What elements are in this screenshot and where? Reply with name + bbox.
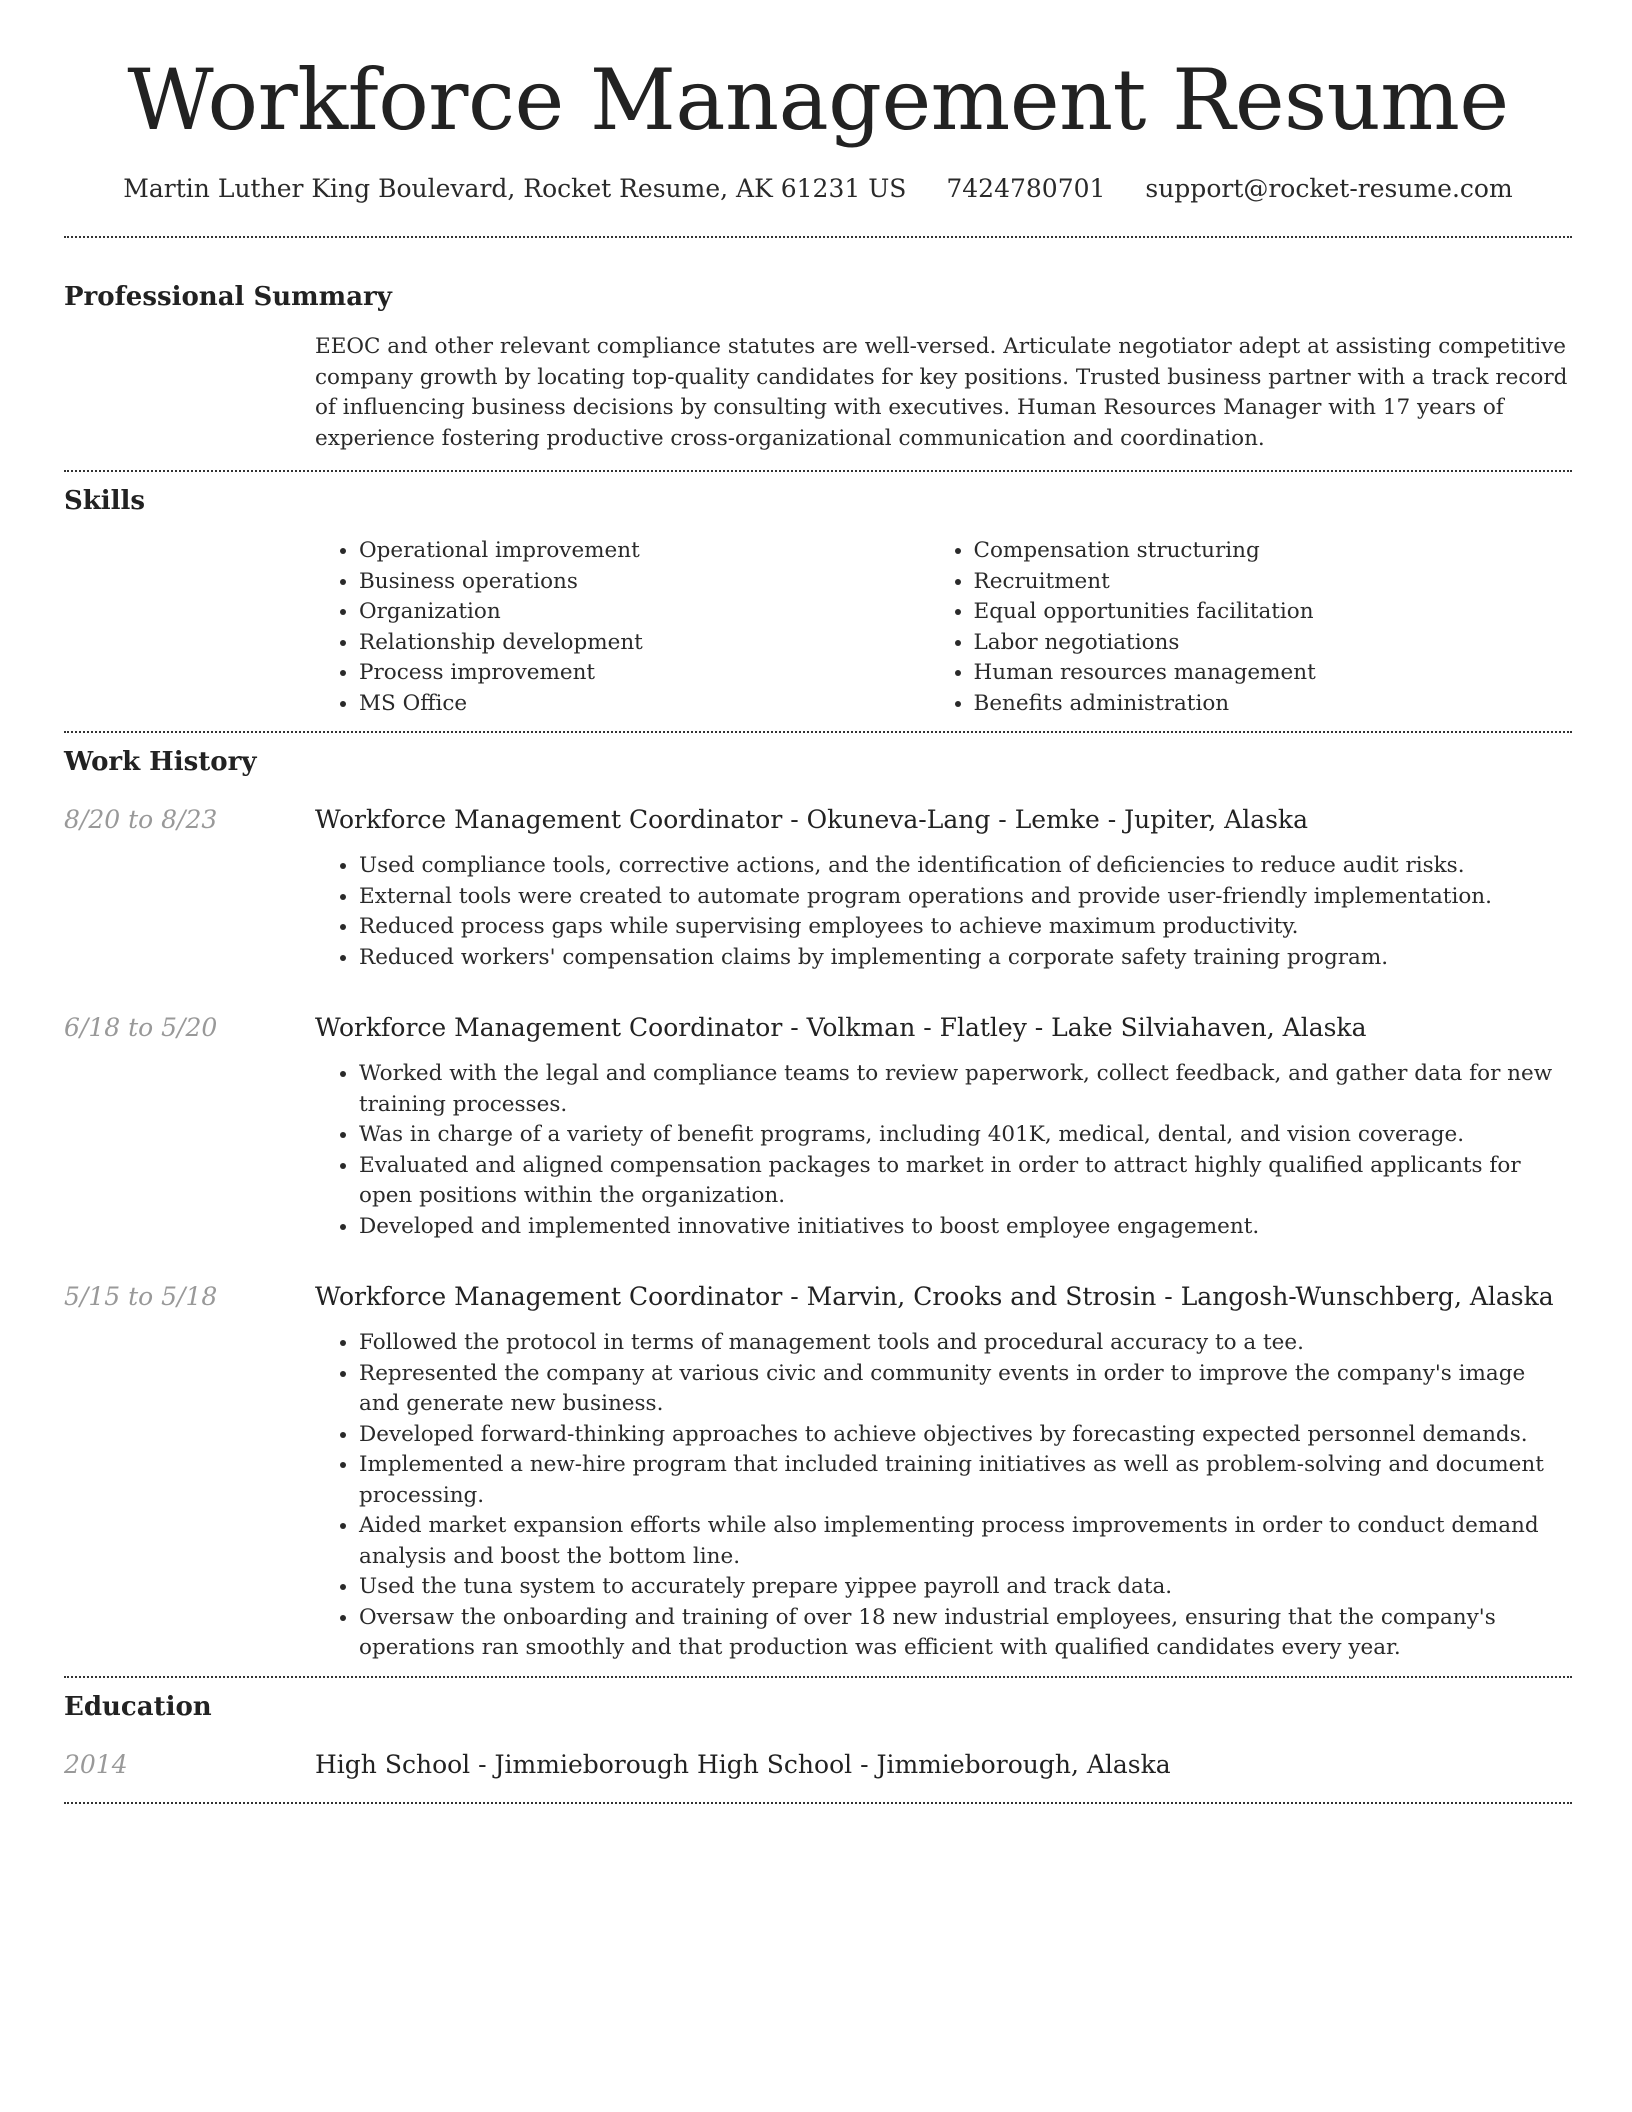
skills-list-right [930,536,1572,719]
resume-title: Workforce Management Resume [127,51,1509,149]
job-bullet: • Evaluated and aligned compensation packages to market in order to attract highly qualified applicants for open positions within the organization. [359,1151,1572,1212]
job-bullet: • External tools were created to automate program operations and provide user-friendly implementation. [359,882,1572,913]
education-details: High School - Jimmieborough High School - Jimmieborough, Alaska [315,1749,1171,1779]
section-heading-skills: Skills [64,486,146,516]
job-bullet: • Used the tuna system to accurately prepare yippee payroll and track data. [359,1572,1572,1603]
job-bullet: • Represented the company at various civic and community events in order to improve the company's image and generate new business. [359,1359,1572,1420]
summary-text: EEOC and other relevant compliance statutes are well-versed. Articulate negotiator adept at assisting competitive company growth by locating top-quality candidates for key positions. Trusted business partner with a track record of influencing business decisions by consulting with executives. Human Resources Manager with 17 years of experience fostering productive cross-organizational communication and coordination. [315,334,1568,451]
job-bullet: • Was in charge of a variety of benefit programs, including 401K, medical, dental, and vision coverage. [359,1120,1572,1151]
job-bullet: • Aided market expansion efforts while also implementing process improvements in order to conduct demand analysis and boost the bottom line. [359,1511,1572,1572]
resume-page [64,0,1572,1804]
skill-item: • Organization [359,597,930,628]
job-bullet: • Reduced process gaps while supervising employees to achieve maximum productivity. [359,912,1572,943]
job-bullet: • Developed forward-thinking approaches to achieve objectives by forecasting expected personnel demands. [359,1420,1572,1451]
skill-item: • Business operations [359,567,930,598]
skill-item: • Labor negotiations [974,628,1572,659]
job-details [315,1011,1572,1242]
skill-item: • Compensation structuring [974,536,1572,567]
education-entry [64,1748,1572,1782]
section-heading-summary: Professional Summary [64,282,392,312]
skill-item: • Human resources management [974,658,1572,689]
job-bullets [315,1059,1572,1242]
skill-item: • Process improvement [359,658,930,689]
job-entry [64,1280,1572,1676]
skill-item: • Relationship development [359,628,930,659]
job-dates: 5/15 to 5/18 [64,1282,218,1311]
skills-grid [315,536,1572,719]
job-title: Workforce Management Coordinator - Marvin, Crooks and Strosin - Langosh-Wunschberg, Alaska [315,1282,1554,1311]
skills-section [64,472,1572,719]
skill-item: • Benefits administration [974,689,1572,720]
job-bullets [315,851,1572,973]
skill-item: • Operational improvement [359,536,930,567]
contact-phone: 7424780701 [946,174,1106,203]
job-dates: 8/20 to 8/23 [64,805,218,834]
education-section [64,1678,1572,1782]
job-bullet: • Used compliance tools, corrective actions, and the identification of deficiencies to reduce audit risks. [359,851,1572,882]
job-entry [64,1011,1572,1242]
summary-section [64,238,1572,454]
job-bullet: • Followed the protocol in terms of management tools and procedural accuracy to a tee. [359,1328,1572,1359]
work-history-section [64,733,1572,1676]
education-year: 2014 [64,1749,128,1779]
contact-line [64,172,1572,206]
job-bullet: • Implemented a new-hire program that included training initiatives as well as problem-solving and document processing. [359,1450,1572,1511]
job-bullet: • Worked with the legal and compliance teams to review paperwork, collect feedback, and gather data for new training processes. [359,1059,1572,1120]
section-heading-education: Education [64,1691,212,1722]
contact-email: support@rocket-resume.com [1145,174,1513,203]
job-bullet: • Developed and implemented innovative initiatives to boost employee engagement. [359,1212,1572,1243]
job-entry [64,803,1572,973]
skills-list-left [315,536,930,719]
skill-item: • MS Office [359,689,930,720]
job-details [315,1280,1572,1676]
skill-item: • Recruitment [974,567,1572,598]
skill-item: • Equal opportunities facilitation [974,597,1572,628]
job-title: Workforce Management Coordinator - Okuneva-Lang - Lemke - Jupiter, Alaska [315,805,1308,834]
section-heading-work: Work History [64,747,257,777]
job-bullets [315,1328,1572,1664]
job-dates: 6/18 to 5/20 [64,1013,218,1042]
job-details [315,803,1572,973]
job-bullet: • Oversaw the onboarding and training of over 18 new industrial employees, ensuring that the company's operations ran smoothly and that production was efficient with qualified candidates every year. [359,1603,1572,1664]
job-title: Workforce Management Coordinator - Volkman - Flatley - Lake Silviahaven, Alaska [315,1013,1367,1042]
divider [64,1802,1572,1804]
contact-address: Martin Luther King Boulevard, Rocket Resume, AK 61231 US [123,174,907,203]
job-bullet: • Reduced workers' compensation claims by implementing a corporate safety training program. [359,943,1572,974]
